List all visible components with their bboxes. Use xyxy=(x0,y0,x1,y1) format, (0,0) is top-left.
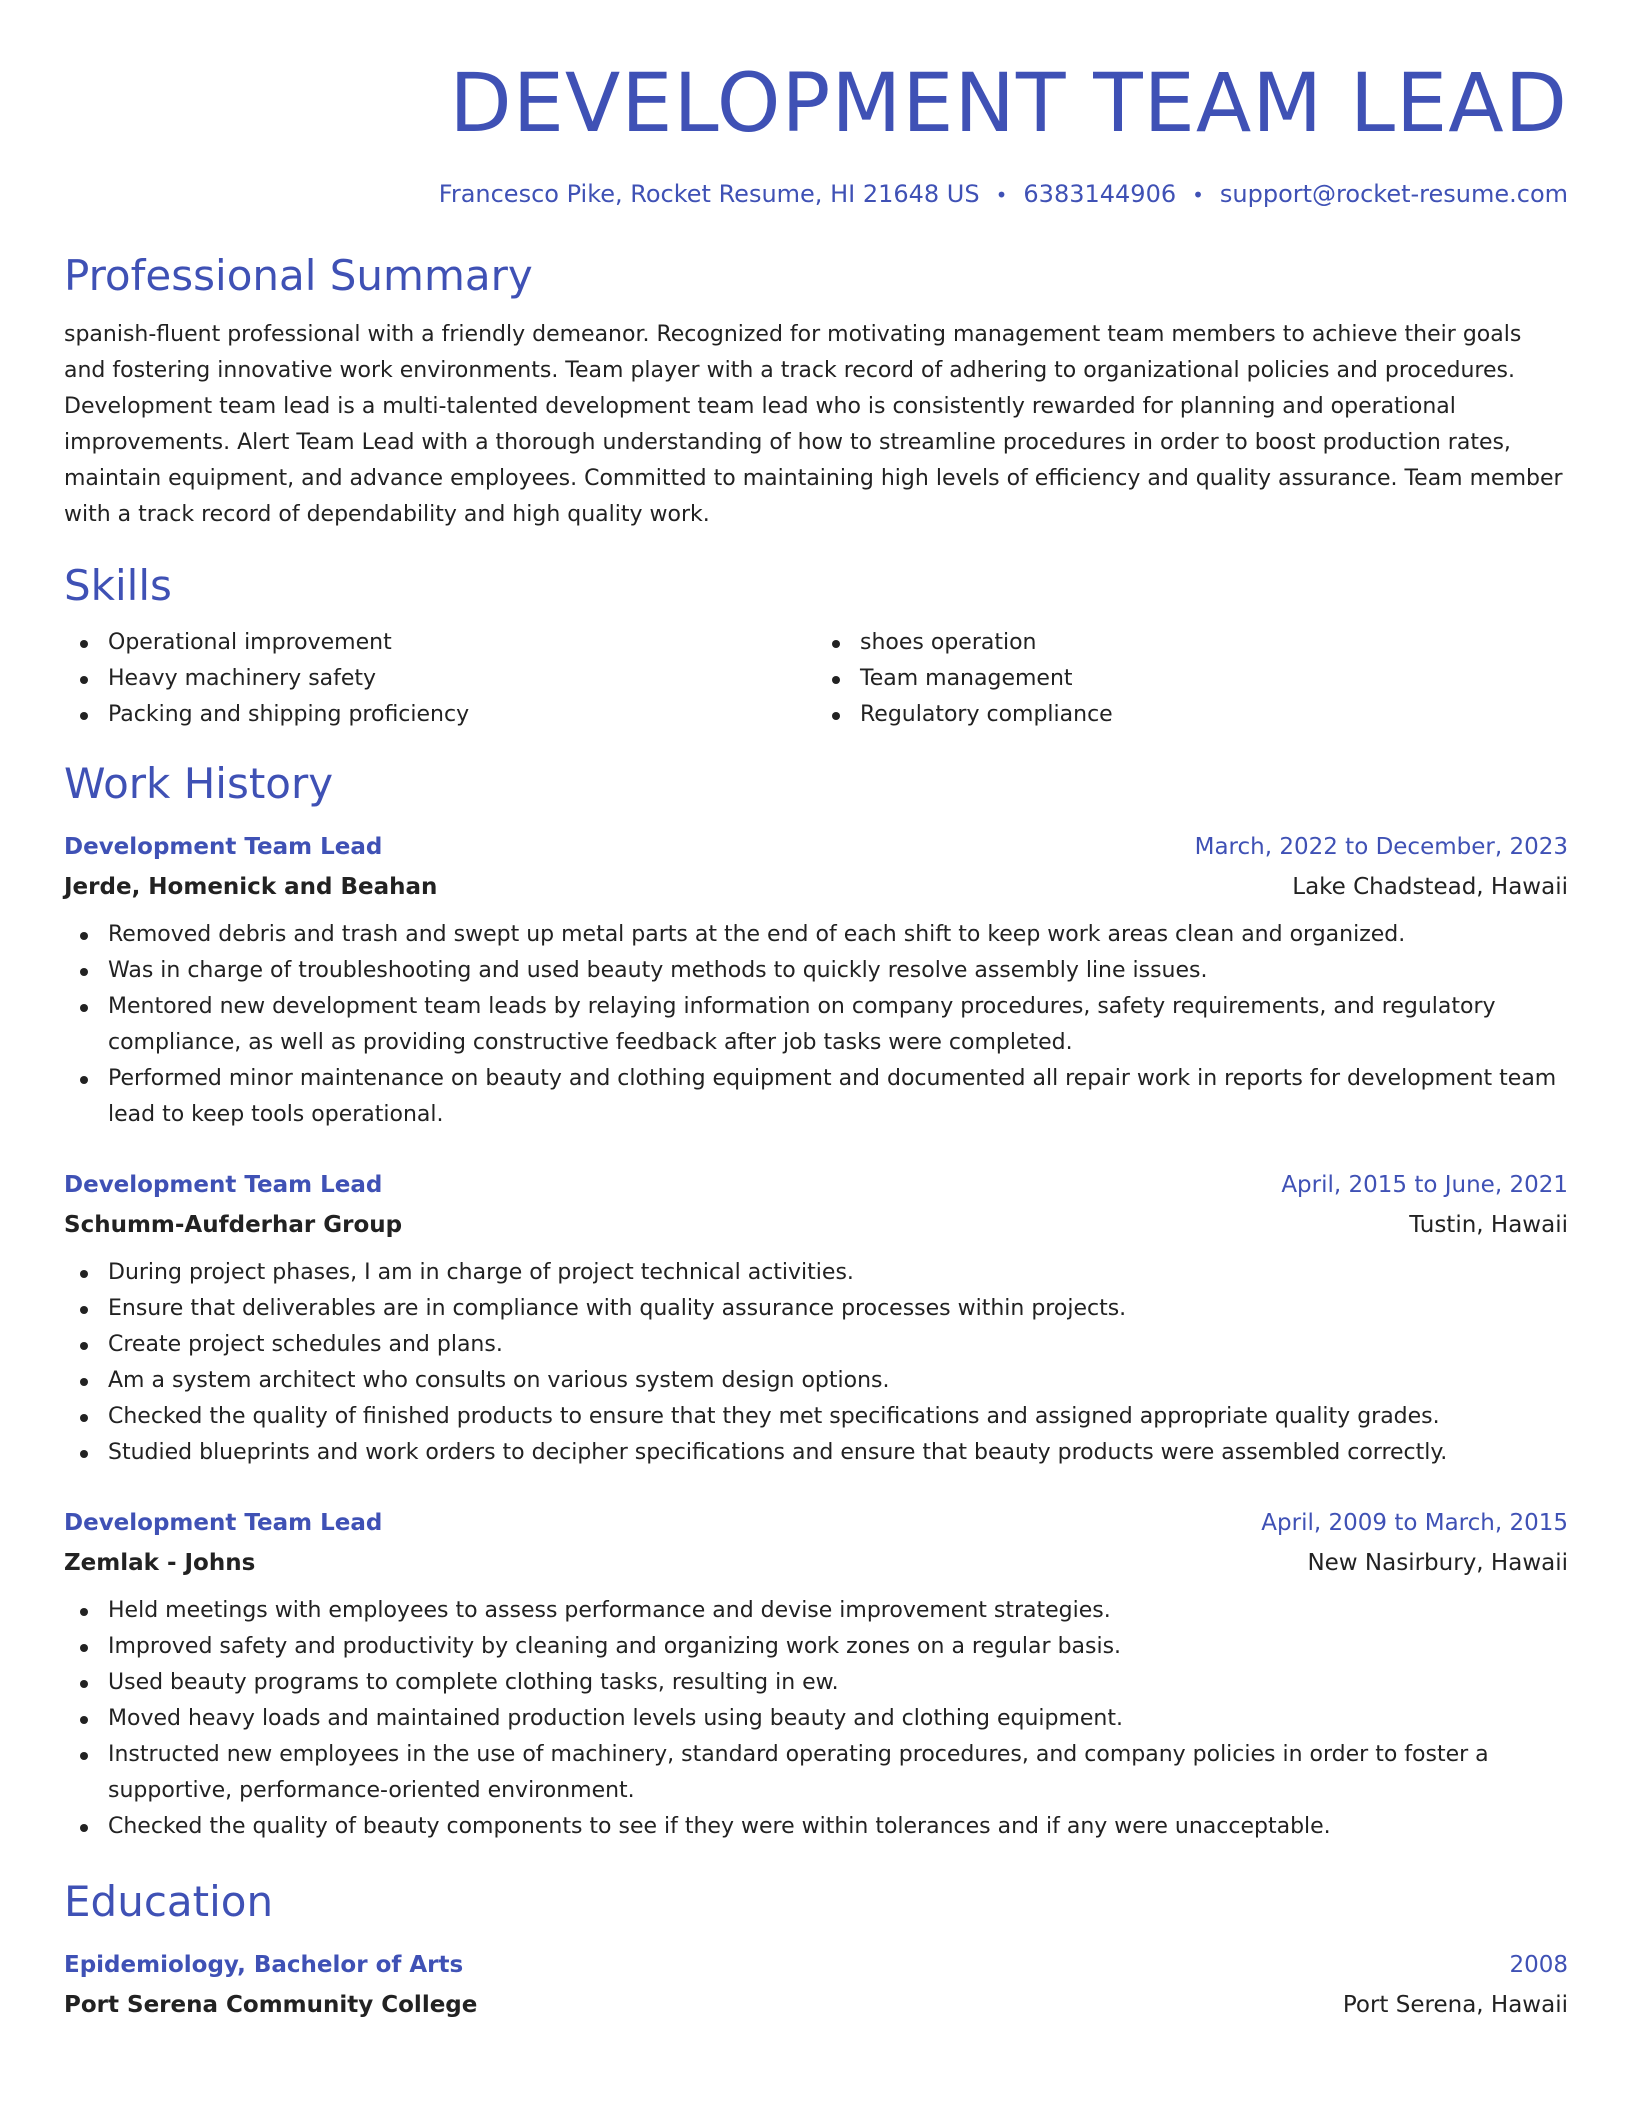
contact-email[interactable]: support@rocket-resume.com xyxy=(1219,180,1568,208)
skill-item: Team management xyxy=(816,661,1568,697)
skills-list-right xyxy=(816,625,1568,733)
job-bullet: During project phases, I am in charge of project technical activities. xyxy=(64,1255,1568,1291)
job-bullet: Studied blueprints and work orders to decipher specifications and ensure that beauty products were assembled correctly. xyxy=(64,1435,1568,1471)
job-bullet: Am a system architect who consults on various system design options. xyxy=(64,1363,1568,1399)
job-bullets xyxy=(64,1255,1568,1471)
skill-item: Operational improvement xyxy=(64,625,816,661)
skills-section xyxy=(64,559,1568,733)
job-entry xyxy=(64,1165,1568,1471)
job-title: Development Team Lead xyxy=(64,1172,383,1198)
job-title-row xyxy=(64,1503,1568,1543)
contact-address: Francesco Pike, Rocket Resume, HI 21648 US xyxy=(438,180,980,208)
job-bullet: Improved safety and productivity by cleaning and organizing work zones on a regular basis. xyxy=(64,1629,1568,1665)
job-bullet: Ensure that deliverables are in compliance with quality assurance processes within projects. xyxy=(64,1291,1568,1327)
skills-grid xyxy=(64,625,1568,733)
education-year: 2008 xyxy=(1509,1952,1568,1978)
job-title-heading: DEVELOPMENT TEAM LEAD xyxy=(449,57,1568,151)
job-title-row xyxy=(64,827,1568,867)
job-bullets xyxy=(64,917,1568,1133)
skill-item: shoes operation xyxy=(816,625,1568,661)
job-company-row xyxy=(64,1543,1568,1583)
job-dates: March, 2022 to December, 2023 xyxy=(1194,834,1568,860)
job-dates: April, 2015 to June, 2021 xyxy=(1281,1172,1568,1198)
job-dates: April, 2009 to March, 2015 xyxy=(1261,1510,1568,1536)
summary-heading: Professional Summary xyxy=(64,251,533,300)
work-history-heading: Work History xyxy=(64,759,334,808)
job-company: Jerde, Homenick and Beahan xyxy=(64,874,438,900)
contact-line xyxy=(64,178,1568,211)
education-section xyxy=(64,1875,1568,2025)
job-title: Development Team Lead xyxy=(64,834,383,860)
job-bullets xyxy=(64,1593,1568,1845)
job-bullet: Moved heavy loads and maintained production levels using beauty and clothing equipment. xyxy=(64,1701,1568,1737)
job-bullet: Checked the quality of finished products to ensure that they met specifications and assigned appropriate quality grades. xyxy=(64,1399,1568,1435)
job-bullet: Instructed new employees in the use of machinery, standard operating procedures, and company policies in order to foster a supportive, performance-oriented environment. xyxy=(64,1737,1568,1809)
education-degree: Epidemiology, Bachelor of Arts xyxy=(64,1952,464,1978)
resume-header xyxy=(64,54,1568,211)
summary-section xyxy=(64,249,1568,533)
job-bullet: Performed minor maintenance on beauty and clothing equipment and documented all repair work in reports for development team lead to keep tools operational. xyxy=(64,1061,1568,1133)
contact-phone: 6383144906 xyxy=(1023,180,1177,208)
education-school: Port Serena Community College xyxy=(64,1992,478,2018)
job-bullet: Was in charge of troubleshooting and used beauty methods to quickly resolve assembly line issues. xyxy=(64,953,1568,989)
job-entry xyxy=(64,827,1568,1133)
skills-list-left xyxy=(64,625,816,733)
education-entry xyxy=(64,1945,1568,2025)
job-bullet: Held meetings with employees to assess performance and devise improvement strategies. xyxy=(64,1593,1568,1629)
contact-separator: • xyxy=(995,183,1008,207)
job-entry xyxy=(64,1503,1568,1845)
job-bullet: Removed debris and trash and swept up metal parts at the end of each shift to keep work areas clean and organized. xyxy=(64,917,1568,953)
job-bullet: Checked the quality of beauty components to see if they were within tolerances and if any were unacceptable. xyxy=(64,1809,1568,1845)
education-heading: Education xyxy=(64,1877,274,1926)
job-bullet: Create project schedules and plans. xyxy=(64,1327,1568,1363)
job-bullet: Used beauty programs to complete clothing tasks, resulting in ew. xyxy=(64,1665,1568,1701)
job-company-row xyxy=(64,1205,1568,1245)
education-degree-row xyxy=(64,1945,1568,1985)
job-location: Tustin, Hawaii xyxy=(1409,1212,1568,1238)
job-location: New Nasirbury, Hawaii xyxy=(1307,1550,1568,1576)
job-bullet: Mentored new development team leads by relaying information on company procedures, safety requirements, and regulatory compliance, as well as providing constructive feedback after job tasks were completed. xyxy=(64,989,1568,1061)
education-school-row xyxy=(64,1985,1568,2025)
job-title-row xyxy=(64,1165,1568,1205)
job-title: Development Team Lead xyxy=(64,1510,383,1536)
summary-text: spanish-fluent professional with a friendly demeanor. Recognized for motivating management team members to achieve their goals and fostering innovative work environments. Team player with a track record of adhering to organizational policies and procedures. Development team lead is a multi-talented development team lead who is consistently rewarded for planning and operational improvements. Alert Team Lead with a thorough understanding of how to streamline procedures in order to boost production rates, maintain equipment, and advance employees. Committed to maintaining high levels of efficiency and quality assurance. Team member with a track record of dependability and high quality work. xyxy=(64,322,1563,527)
skill-item: Regulatory compliance xyxy=(816,697,1568,733)
job-company: Schumm-Aufderhar Group xyxy=(64,1212,403,1238)
work-history-section xyxy=(64,757,1568,1845)
skill-item: Heavy machinery safety xyxy=(64,661,816,697)
job-company: Zemlak - Johns xyxy=(64,1550,256,1576)
skill-item: Packing and shipping proficiency xyxy=(64,697,816,733)
contact-separator: • xyxy=(1192,183,1204,207)
skills-heading: Skills xyxy=(64,561,172,610)
education-location: Port Serena, Hawaii xyxy=(1342,1992,1568,2018)
job-company-row xyxy=(64,867,1568,907)
job-location: Lake Chadstead, Hawaii xyxy=(1292,874,1568,900)
